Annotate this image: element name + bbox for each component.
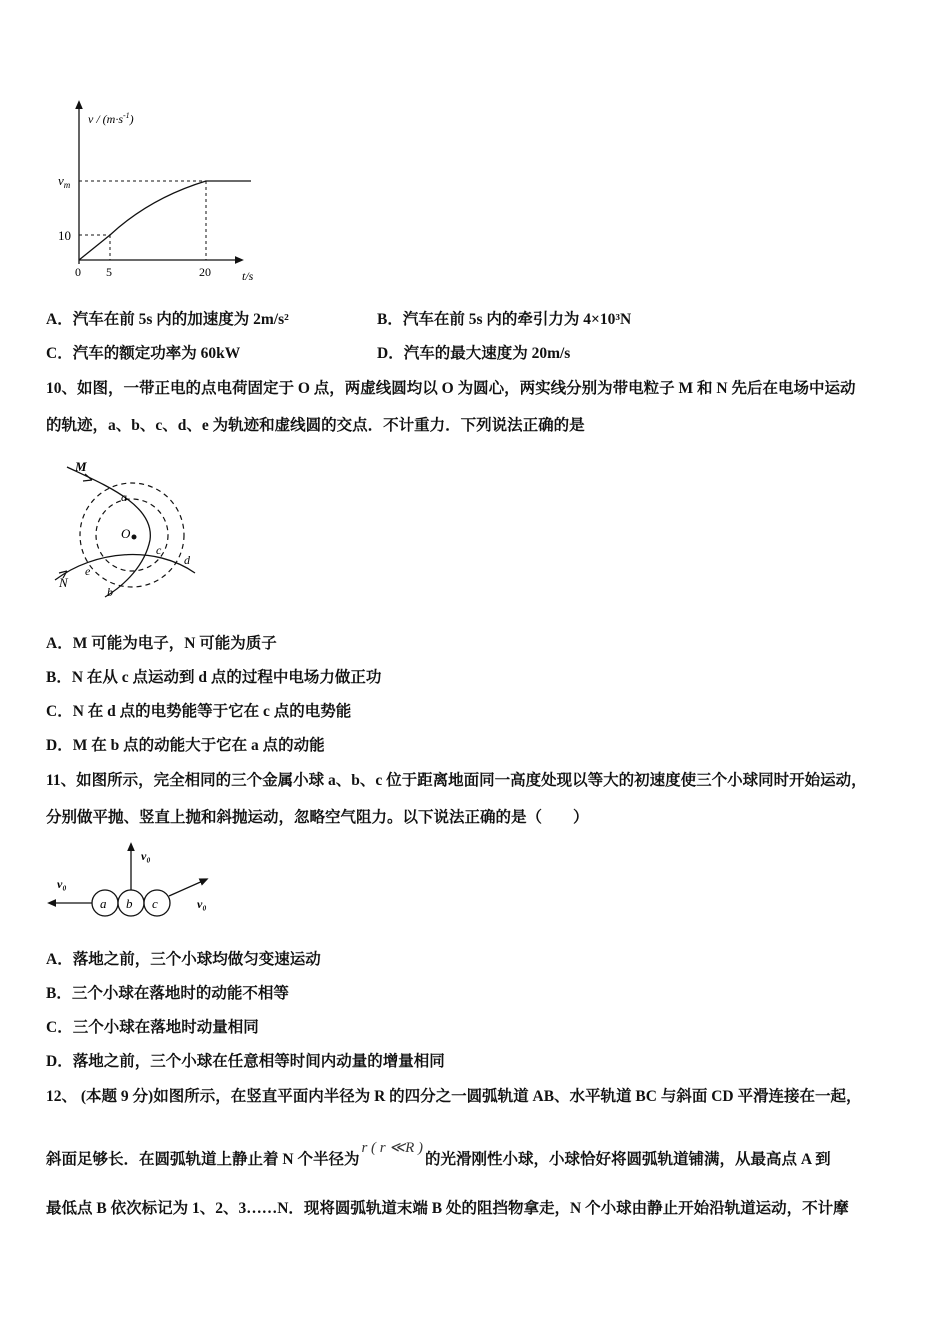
q9-option-c: C．汽车的额定功率为 60kW: [46, 345, 241, 362]
label-n: N: [59, 575, 68, 590]
vm-label: $v_m$: [58, 173, 71, 190]
q10-option-b: B．N 在从 c 点运动到 d 点的过程中电场力做正功: [46, 669, 382, 686]
label-b: b: [107, 585, 113, 599]
q12-formula: r ( r ≪R ): [361, 1140, 423, 1156]
q11-stem-line1: 11、如图所示，完全相同的三个金属小球 a、b、c 位于距离地面同一高度处现以等大的初速度使三个小球同时开始运动，: [46, 772, 867, 789]
q10-option-a: A．M 可能为电子，N 可能为质子: [46, 635, 277, 652]
velocity-time-graph: [50, 98, 280, 290]
q11-option-c: C．三个小球在落地时动量相同: [46, 1019, 259, 1036]
q9-option-a: A．汽车在前 5s 内的加速度为 2m/s²: [46, 311, 289, 328]
q12-stem-line1: 12、 (本题 9 分)如图所示，在竖直平面内半径为 R 的四分之一圆弧轨道 AB、水平轨道 BC 与斜面 CD 平滑连接在一起，: [46, 1088, 862, 1105]
label-d: d: [184, 553, 190, 567]
q9-option-d: D．汽车的最大速度为 20m/s: [377, 345, 571, 362]
electric-field-trajectory-figure: [45, 455, 210, 615]
x-tick-0: 0: [75, 265, 81, 279]
y-axis-label: $v / (m\cdot s^{-1})$: [88, 111, 134, 126]
velocity-curve: [79, 181, 251, 260]
ball-c-label: c: [152, 896, 158, 911]
label-a: a: [121, 490, 127, 504]
q12-stem-line3: 最低点 B 依次标记为 1、2、3……N．现将圆弧轨道末端 B 处的阻挡物拿走，N 个小球由静止开始沿轨道运动，不计摩: [46, 1200, 849, 1217]
point-charge-o: [132, 535, 137, 540]
velocity-arrow-oblique: [169, 880, 205, 896]
v0-label-up: v₀: [141, 849, 151, 863]
q11-option-d: D．落地之前，三个小球在任意相等时间内动量的增量相同: [46, 1053, 445, 1070]
label-o: O: [121, 526, 131, 541]
q10-option-c: C．N 在 d 点的电势能等于它在 c 点的电势能: [46, 703, 352, 720]
inner-dashed-circle: [96, 499, 168, 571]
trajectory-n: [55, 555, 195, 580]
q11-stem-line2: 分别做平抛、竖直上抛和斜抛运动，忽略空气阻力。以下说法正确的是（ ）: [46, 809, 589, 826]
q12-line2-part2: 的光滑刚性小球，小球恰好将圆弧轨道铺满，从最高点 A 到: [424, 1151, 831, 1168]
q9-option-b: B．汽车在前 5s 内的牵引力为 4×10³N: [377, 311, 632, 328]
label-m: M: [75, 459, 87, 474]
ball-a-label: a: [100, 896, 107, 911]
v0-label-oblique: v₀: [197, 897, 207, 911]
label-c: c: [156, 543, 162, 557]
q10-stem-line1: 10、如图，一带正电的点电荷固定于 O 点，两虚线圆均以 O 为圆心，两实线分别为带电粒子 M 和 N 先后在电场中运动: [46, 380, 856, 397]
q12-stem-line2: [46, 1140, 831, 1170]
q11-option-b: B．三个小球在落地时的动能不相等: [46, 985, 289, 1002]
y-tick-10: 10: [58, 228, 71, 243]
v0-label-left: v₀: [57, 877, 67, 891]
q10-option-d: D．M 在 b 点的动能大于它在 a 点的动能: [46, 737, 325, 754]
q10-stem-line2: 的轨迹，a、b、c、d、e 为轨迹和虚线圆的交点．不计重力．下列说法正确的是: [46, 417, 585, 434]
x-tick-20: 20: [199, 265, 211, 279]
ball-b-label: b: [126, 896, 133, 911]
three-balls-figure: [45, 838, 220, 928]
label-e: e: [85, 564, 91, 578]
x-axis-label: t/s: [242, 269, 254, 283]
q11-option-a: A．落地之前，三个小球均做匀变速运动: [46, 951, 321, 968]
x-tick-5: 5: [106, 265, 112, 279]
q12-line2-part1: 斜面足够长．在圆弧轨道上静止着 N 个半径为: [46, 1151, 360, 1168]
